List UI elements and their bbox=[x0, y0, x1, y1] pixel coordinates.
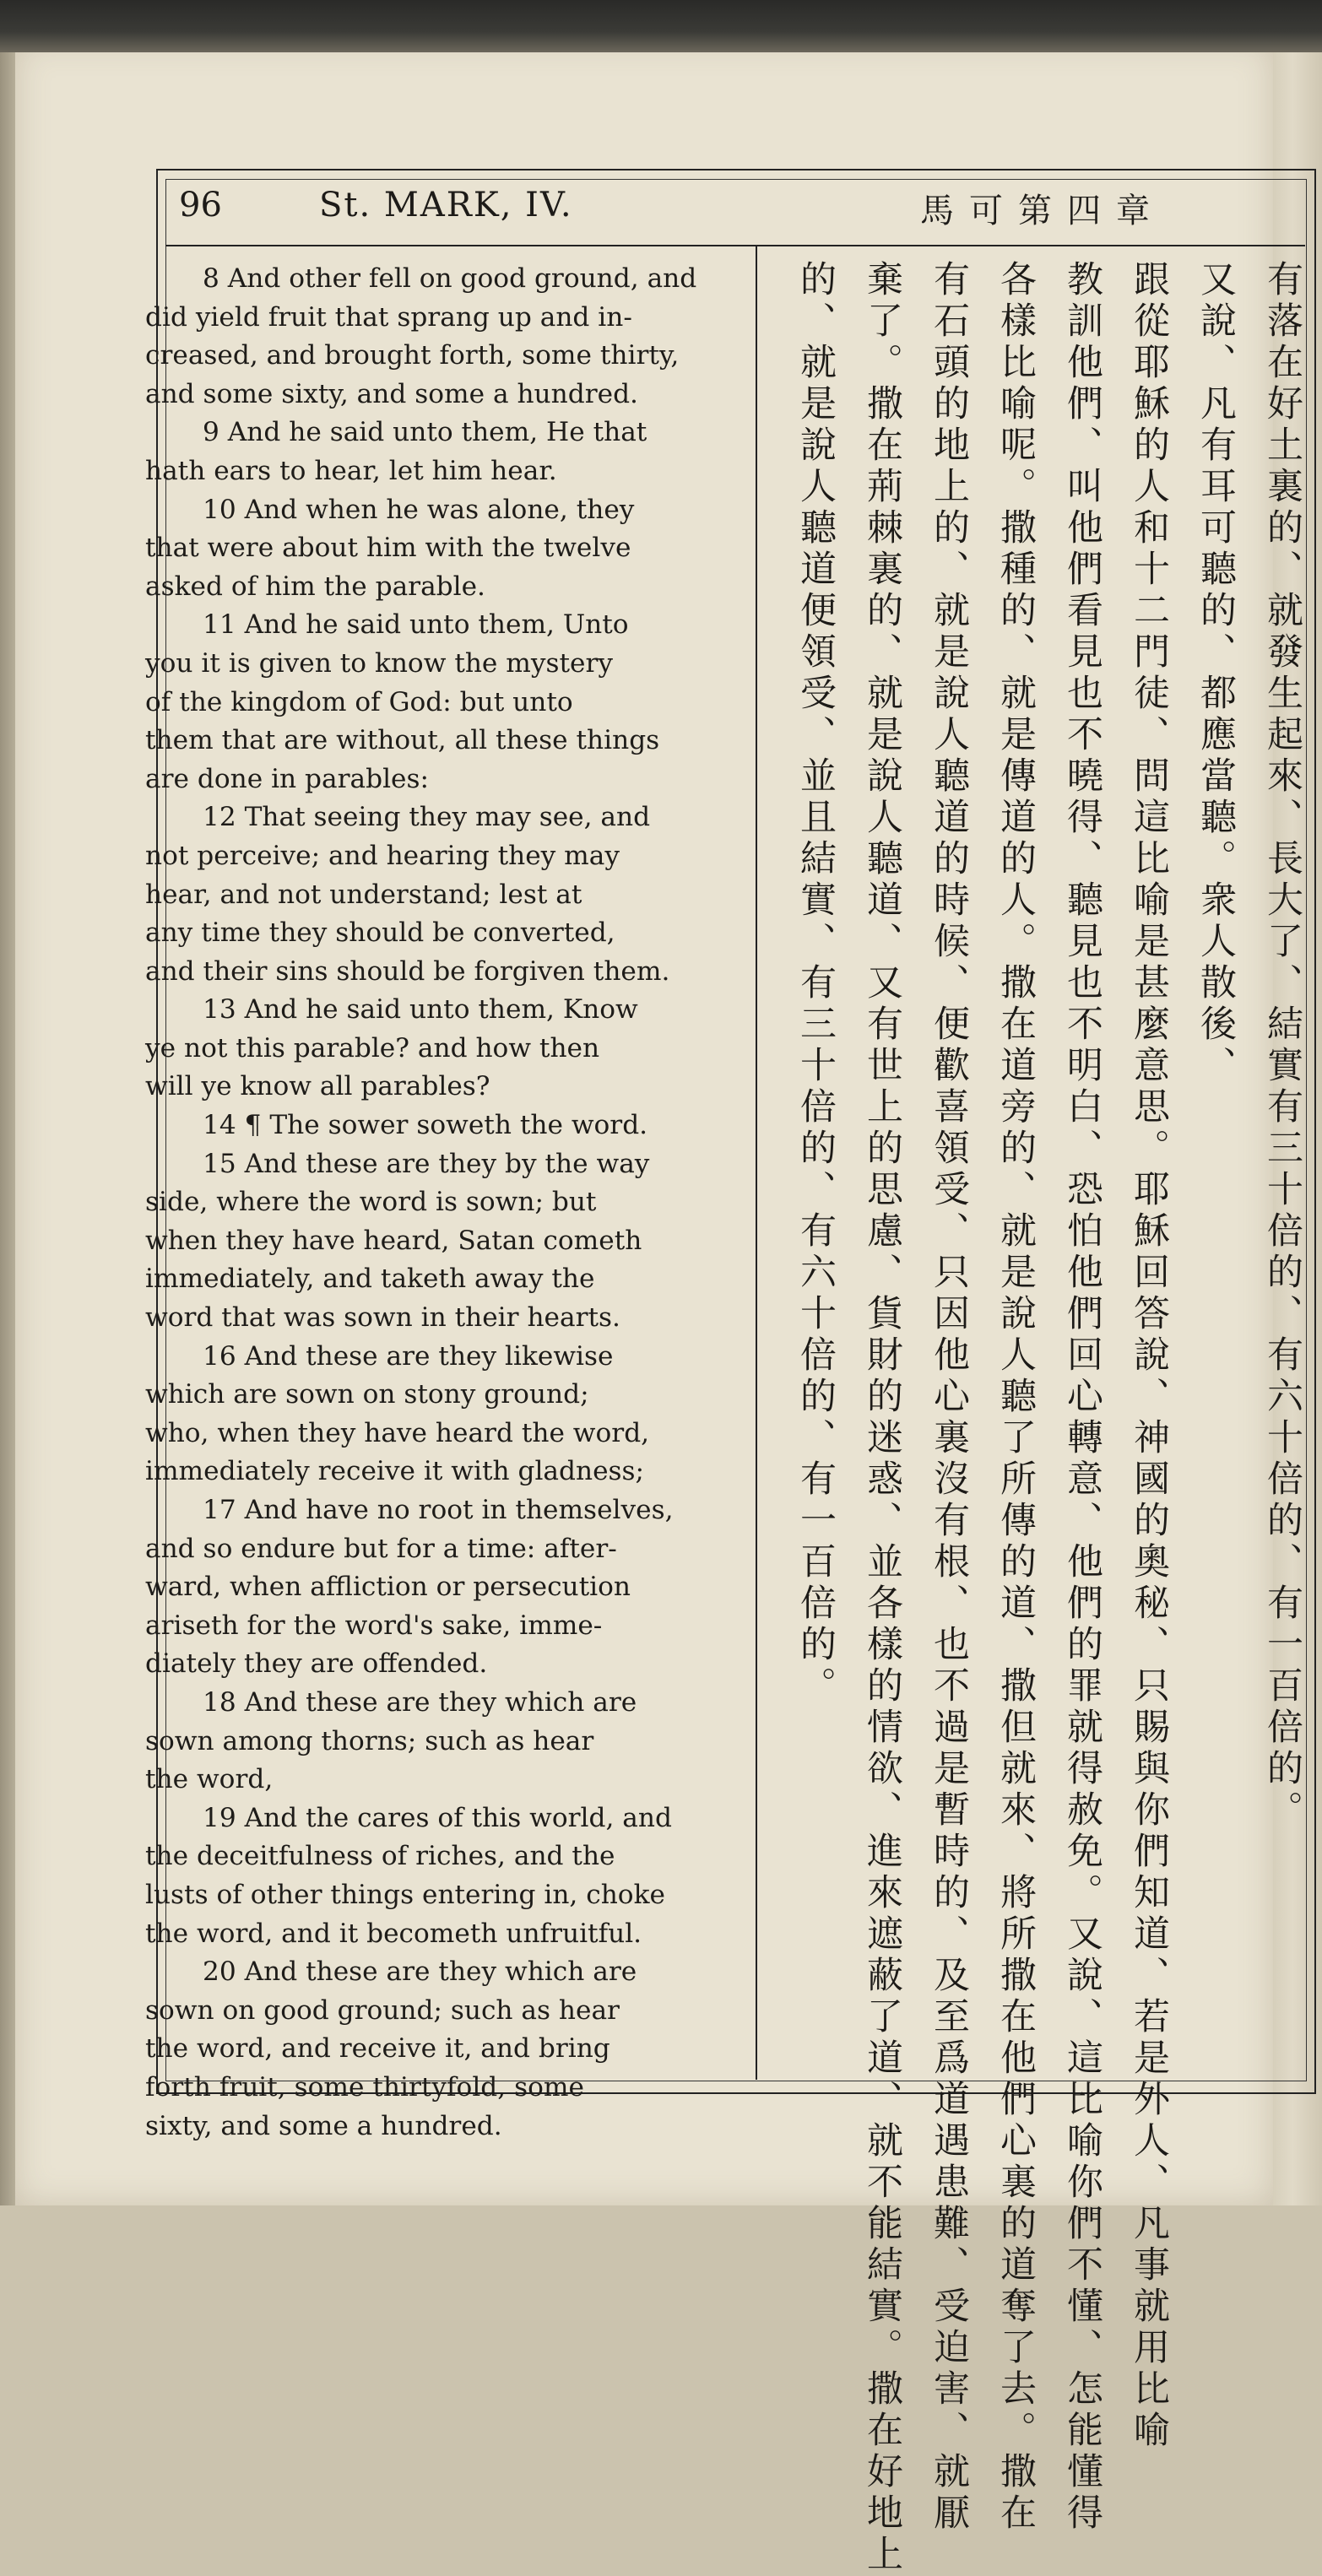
verse bbox=[145, 491, 736, 607]
verse bbox=[145, 1338, 736, 1491]
verse-line: any time they should be converted, bbox=[145, 917, 615, 949]
verse-line: immediately, and taketh away the bbox=[145, 1264, 595, 1295]
verse-line: are done in parables: bbox=[145, 763, 430, 794]
verse-line: not perceive; and hearing they may bbox=[145, 840, 620, 871]
verse bbox=[145, 991, 736, 1107]
verse-line: 8 And other fell on good ground, and bbox=[203, 263, 697, 294]
verse bbox=[145, 414, 736, 490]
chinese-column: 各樣比喻呢。撒種的、就是傳道的人。撒在道旁的、就是說人聽了所傳的道、撒但就來、將所撒在他們心裏的道奪了去。撒在 bbox=[994, 260, 1037, 2535]
verse-line: 15 And these are they by the way bbox=[203, 1148, 650, 1179]
verse bbox=[145, 1684, 736, 1799]
column-divider bbox=[756, 245, 757, 2080]
verse-line: 16 And these are they likewise bbox=[203, 1340, 614, 1372]
verse-line: sown on good ground; such as hear bbox=[145, 1994, 620, 2026]
chinese-column: 又說、凡有耳可聽的、都應當聽。衆人散後、 bbox=[1195, 260, 1237, 1087]
verse bbox=[145, 1953, 736, 2146]
verse-line: you it is given to know the mystery bbox=[145, 647, 614, 679]
verse-line: 20 And these are they which are bbox=[203, 1956, 637, 1988]
verse bbox=[145, 1145, 736, 1338]
verse-line: did yield fruit that sprang up and in- bbox=[145, 301, 632, 333]
verse-line: immediately receive it with gladness; bbox=[145, 1456, 645, 1487]
verse bbox=[145, 798, 736, 991]
verse-line: and some sixty, and some a hundred. bbox=[145, 378, 638, 409]
verse-line: the word, and receive it, and bring bbox=[145, 2033, 610, 2065]
verse bbox=[145, 1799, 736, 1953]
header-rule bbox=[165, 245, 1305, 246]
verse-line: that were about him with the twelve bbox=[145, 533, 631, 564]
chinese-column: 教訓他們、叫他們看見也不曉得、聽見也不明白、恐怕他們回心轉意、他們的罪就得赦免。又說、這比喻你們不懂、怎能懂得 bbox=[1061, 260, 1103, 2535]
verse-line: ariseth for the word's sake, imme- bbox=[145, 1610, 603, 1641]
verse bbox=[145, 1491, 736, 1684]
verse-line: 17 And have no root in themselves, bbox=[203, 1495, 674, 1525]
verse-line: and their sins should be forgiven them. bbox=[145, 955, 670, 987]
page-number: 96 bbox=[179, 186, 222, 225]
verse-line: which are sown on stony ground; bbox=[145, 1379, 589, 1410]
verse-line: 14 ¶ The sower soweth the word. bbox=[203, 1110, 648, 1141]
chinese-column: 的、就是說人聽道便領受、並且結實、有三十倍的、有六十倍的、有一百倍的。 bbox=[794, 260, 837, 1707]
verse bbox=[145, 260, 736, 414]
verse-line: when they have heard, Satan cometh bbox=[145, 1225, 642, 1256]
chinese-title: 馬可第四章 bbox=[920, 192, 1165, 230]
chinese-column: 有落在好土裏的、就發生起來、長大了、結實有三十倍的、有六十倍的、有一百倍的。 bbox=[1261, 260, 1303, 1832]
verse-line: side, where the word is sown; but bbox=[145, 1187, 597, 1218]
chinese-column: 棄了。撒在荊棘裏的、就是說人聽道、又有世上的思慮、貨財的迷惑、並各樣的情欲、進來遮蔽了道、就不能結實。撒在好地上 bbox=[861, 260, 903, 2576]
verse-line: hear, and not understand; lest at bbox=[145, 879, 582, 910]
verse-line: the word, and it becometh unfruitful. bbox=[145, 1918, 642, 1949]
verse-line: 11 And he said unto them, Unto bbox=[203, 609, 629, 641]
verse-line: sixty, and some a hundred. bbox=[145, 2110, 502, 2141]
verse-line: the deceitfulness of riches, and the bbox=[145, 1841, 615, 1872]
verse-line: who, when they have heard the word, bbox=[145, 1417, 650, 1448]
verse-line: them that are without, all these things bbox=[145, 725, 660, 756]
chinese-text-column bbox=[768, 260, 1303, 2576]
verse-line: diately they are offended. bbox=[145, 1648, 488, 1680]
verse bbox=[174, 1107, 736, 1145]
verse-line: sown among thorns; such as hear bbox=[145, 1725, 594, 1756]
verse-line: the word, bbox=[145, 1764, 274, 1795]
chinese-column: 有石頭的地上的、就是說人聽道的時候、便歡喜領受、只因他心裏沒有根、也不過是暫時的、及至爲道遇患難、受迫害、就厭 bbox=[928, 260, 970, 2535]
verse-line: ye not this parable? and how then bbox=[145, 1032, 600, 1063]
verse-line: asked of him the parable. bbox=[145, 571, 485, 602]
verse-line: and so endure but for a time: after- bbox=[145, 1533, 617, 1564]
verse-line: 9 And he said unto them, He that bbox=[203, 417, 647, 448]
verse-line: will ye know all parables? bbox=[145, 1071, 490, 1102]
book-cover-edge bbox=[0, 0, 1322, 52]
verse-line: 12 That seeing they may see, and bbox=[203, 802, 651, 833]
verse-line: creased, and brought forth, some thirty, bbox=[145, 340, 680, 371]
verse-line: lusts of other things entering in, choke bbox=[145, 1879, 665, 1910]
verse-line: hath ears to hear, let him hear. bbox=[145, 455, 557, 486]
verse-line: 10 And when he was alone, they bbox=[203, 494, 635, 525]
chinese-column: 跟從耶穌的人和十二門徒、問這比喻是甚麼意思。耶穌回答說、神國的奧秘、只賜與你們知道、若是外人、凡事就用比喻 bbox=[1128, 260, 1170, 2452]
verse-line: word that was sown in their hearts. bbox=[145, 1302, 620, 1334]
verse-line: of the kingdom of God: but unto bbox=[145, 686, 573, 717]
verse-line: 13 And he said unto them, Know bbox=[203, 994, 638, 1026]
verse-line: ward, when affliction or persecution bbox=[145, 1572, 631, 1603]
verse-line: 19 And the cares of this world, and bbox=[203, 1802, 672, 1833]
english-text-column bbox=[145, 260, 736, 2141]
verse-line: forth fruit, some thirtyfold, some bbox=[145, 2071, 584, 2102]
verse bbox=[145, 606, 736, 798]
running-title: St. MARK, IV. bbox=[319, 186, 573, 225]
verse-line: 18 And these are they which are bbox=[203, 1686, 637, 1718]
